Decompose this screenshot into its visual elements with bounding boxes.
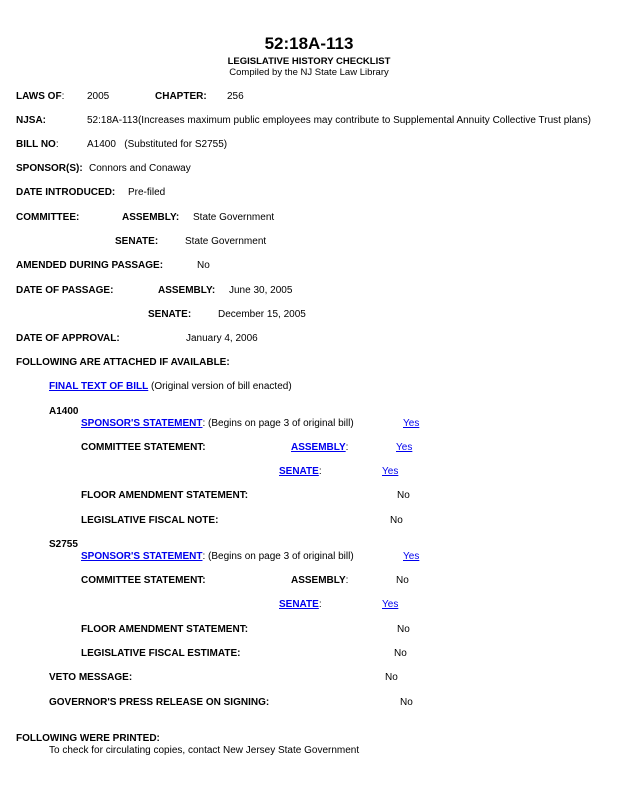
passage-assembly-value: June 30, 2005: [229, 285, 293, 296]
s2755-sponsor-row: [81, 551, 354, 563]
s2755-floor-label: FLOOR AMENDMENT STATEMENT:: [81, 624, 249, 635]
a1400-assembly-row: ASSEMBLY:: [291, 442, 349, 453]
s2755-sponsor-yes-link[interactable]: Yes: [403, 551, 420, 562]
committee-senate-value: State Government: [185, 236, 267, 247]
veto-label: VETO MESSAGE:: [49, 672, 133, 683]
chapter-label: CHAPTER:: [155, 91, 207, 102]
a1400-senate-row: SENATE:: [279, 466, 322, 477]
press-release-value: No: [400, 697, 413, 708]
s2755-sponsor-note: : (Begins on page 3 of original bill): [202, 551, 354, 562]
a1400-floor-value: No: [397, 490, 410, 501]
a1400-senate-yes-link[interactable]: Yes: [382, 466, 399, 477]
s2755-senate-yes-link[interactable]: Yes: [382, 599, 399, 610]
a1400-assembly-link[interactable]: ASSEMBLY: [291, 442, 346, 453]
date-introduced-value: Pre-filed: [128, 187, 166, 198]
bill-no-label: BILL NO:: [16, 139, 59, 150]
date-of-approval-value: January 4, 2006: [186, 333, 258, 344]
s2755-committee-label: COMMITTEE STATEMENT:: [81, 575, 206, 586]
a1400-committee-label: COMMITTEE STATEMENT:: [81, 442, 206, 453]
a1400-sponsor-note: : (Begins on page 3 of original bill): [202, 418, 354, 429]
laws-of-value: 2005: [87, 91, 110, 102]
committee-senate-label: SENATE:: [115, 236, 159, 247]
laws-of-label: LAWS OF:: [16, 91, 65, 102]
veto-value: No: [385, 672, 398, 683]
s2755-label: S2755: [49, 539, 78, 550]
a1400-fiscal-value: No: [390, 515, 403, 526]
date-introduced-label: DATE INTRODUCED:: [16, 187, 116, 198]
s2755-fiscal-value: No: [394, 648, 407, 659]
final-text-link[interactable]: FINAL TEXT OF BILL: [49, 381, 149, 392]
amended-label: AMENDED DURING PASSAGE:: [16, 260, 164, 271]
date-of-passage-label: DATE OF PASSAGE:: [16, 285, 114, 296]
s2755-assembly-value: No: [396, 575, 409, 586]
date-of-approval-label: DATE OF APPROVAL:: [16, 333, 120, 344]
s2755-assembly-row: ASSEMBLY:: [291, 575, 349, 586]
bill-no-value: A1400 (Substituted for S2755): [87, 139, 228, 150]
s2755-senate-link[interactable]: SENATE: [279, 599, 319, 610]
attached-heading: FOLLOWING ARE ATTACHED IF AVAILABLE:: [16, 357, 230, 368]
page-title: 52:18A-113: [264, 34, 354, 53]
passage-senate-value: December 15, 2005: [218, 309, 306, 320]
sponsors-label: SPONSOR(S):: [16, 163, 83, 174]
printed-heading: FOLLOWING WERE PRINTED:: [16, 733, 160, 744]
njsa-label: NJSA:: [16, 115, 47, 126]
njsa-value: 52:18A-113(Increases maximum public employees may contribute to Supplemental Annuity Collective Trust plans): [87, 115, 591, 126]
printed-note: To check for circulating copies, contact New Jersey State Government: [49, 745, 360, 756]
a1400-floor-label: FLOOR AMENDMENT STATEMENT:: [81, 490, 249, 501]
a1400-sponsor-yes-link[interactable]: Yes: [403, 418, 420, 429]
committee-assembly-label: ASSEMBLY:: [122, 212, 180, 223]
s2755-floor-value: No: [397, 624, 410, 635]
a1400-assembly-yes-link[interactable]: Yes: [396, 442, 413, 453]
passage-senate-label: SENATE:: [148, 309, 192, 320]
a1400-label: A1400: [49, 406, 79, 417]
passage-assembly-label: ASSEMBLY:: [158, 285, 216, 296]
final-text-row: [49, 381, 292, 393]
a1400-sponsor-statement-link[interactable]: SPONSOR'S STATEMENT: [81, 418, 203, 429]
amended-value: No: [197, 260, 210, 271]
a1400-senate-link[interactable]: SENATE: [279, 466, 319, 477]
document-subtitle: LEGISLATIVE HISTORY CHECKLIST: [227, 56, 391, 67]
committee-assembly-value: State Government: [193, 212, 275, 223]
sponsors-value: Connors and Conaway: [89, 163, 191, 174]
committee-label: COMMITTEE:: [16, 212, 80, 223]
a1400-sponsor-row: [81, 418, 354, 430]
s2755-senate-row: SENATE:: [279, 599, 322, 610]
s2755-sponsor-statement-link[interactable]: SPONSOR'S STATEMENT: [81, 551, 203, 562]
compiled-by-text: Compiled by the NJ State Law Library: [229, 67, 389, 78]
final-text-note: (Original version of bill enacted): [148, 381, 292, 392]
press-release-label: GOVERNOR'S PRESS RELEASE ON SIGNING:: [49, 697, 270, 708]
s2755-assembly-label: ASSEMBLY: [291, 575, 346, 586]
chapter-value: 256: [227, 91, 244, 102]
a1400-fiscal-label: LEGISLATIVE FISCAL NOTE:: [81, 515, 219, 526]
s2755-fiscal-label: LEGISLATIVE FISCAL ESTIMATE:: [81, 648, 241, 659]
